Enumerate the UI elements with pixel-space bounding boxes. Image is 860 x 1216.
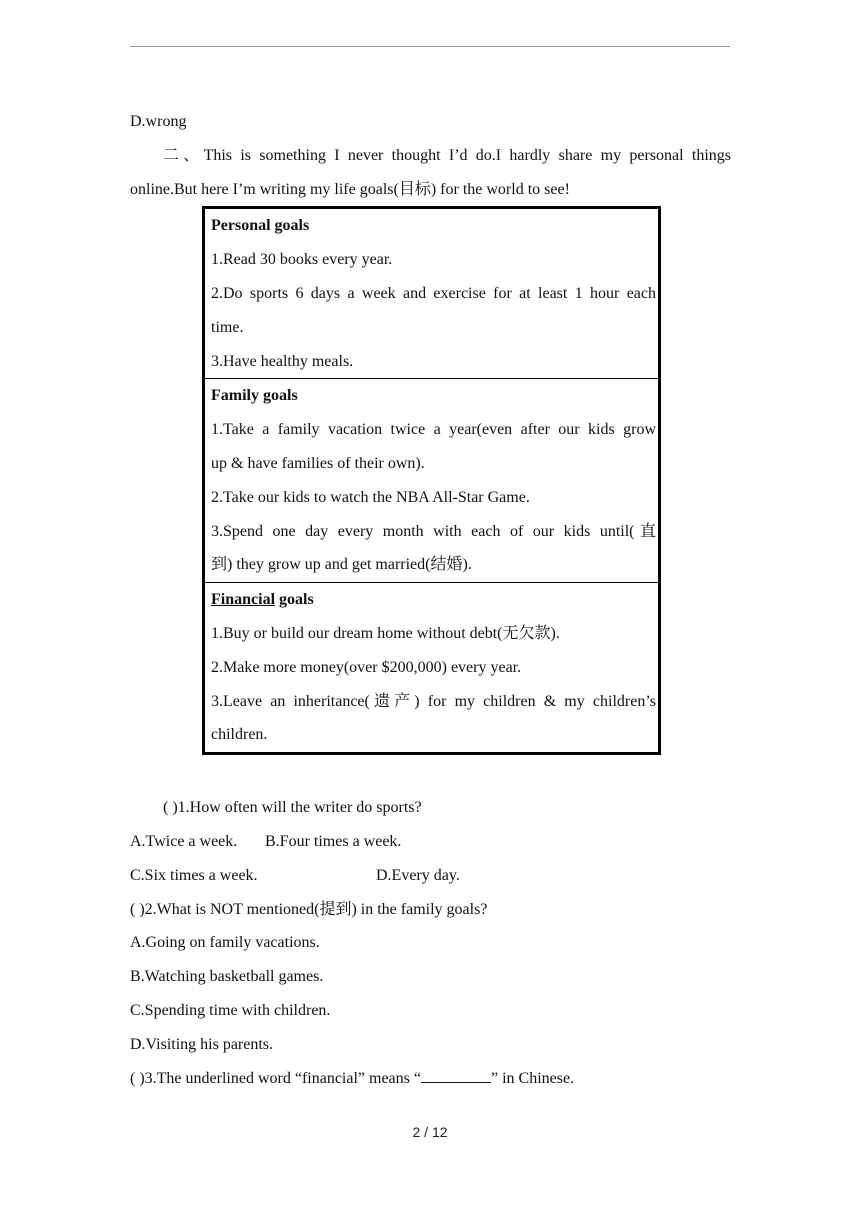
question-1-options-cd <box>130 859 731 893</box>
q1-option-a: A.Twice a week. <box>130 832 238 850</box>
q1-option-c: C.Six times a week. <box>130 866 258 884</box>
q3-answer-blank <box>421 1068 491 1083</box>
family-goals-section <box>205 378 658 582</box>
personal-goals-section <box>205 209 658 378</box>
question-3-stem <box>130 1062 731 1096</box>
financial-goals-title <box>211 583 656 617</box>
family-goal-1: 1.Take a family vacation twice a year(even after our kids grow <box>211 421 656 439</box>
family-goal-1-cont: up & have families of their own). <box>211 454 425 472</box>
spacer <box>130 755 731 791</box>
previous-option-d: D.wrong <box>130 113 187 130</box>
personal-goal-2-cont: time. <box>211 318 244 336</box>
document-body <box>130 105 731 1095</box>
financial-goal-2: 2.Make more money(over $200,000) every year. <box>211 658 522 676</box>
question-1-options-ab <box>130 825 731 859</box>
passage-line-2: online.But here I’m writing my life goals(目标) for the world to see! <box>130 180 570 198</box>
family-goal-3-cont: 到) they grow up and get married(结婚). <box>211 556 472 574</box>
personal-goals-title: Personal goals <box>211 217 310 235</box>
header-rule <box>130 46 730 47</box>
financial-title-rest: goals <box>275 591 314 609</box>
q1-option-d: D.Every day. <box>376 866 460 884</box>
financial-goal-3-cont: children. <box>211 726 268 744</box>
goals-table <box>202 206 661 755</box>
personal-goal-2: 2.Do sports 6 days a week and exercise for at least 1 hour each <box>211 284 656 302</box>
passage-line-1: 二、This is something I never thought I’d do.I hardly share my personal things <box>163 146 731 164</box>
q2-option-b: B.Watching basketball games. <box>130 968 324 986</box>
family-goals-title: Family goals <box>211 387 298 405</box>
q1-option-b: B.Four times a week. <box>265 832 402 850</box>
family-goal-2: 2.Take our kids to watch the NBA All-Star Game. <box>211 488 530 506</box>
financial-goals-section <box>205 582 658 752</box>
q2-option-d: D.Visiting his parents. <box>130 1035 274 1053</box>
family-goal-3: 3.Spend one day every month with each of our kids until(直 <box>211 522 656 540</box>
financial-underlined-word: Financial <box>211 591 276 609</box>
question-1-stem: ( )1.How often will the writer do sports? <box>163 799 422 817</box>
q2-option-a: A.Going on family vacations. <box>130 934 320 952</box>
financial-goal-1: 1.Buy or build our dream home without debt(无欠款). <box>211 624 560 642</box>
personal-goal-1: 1.Read 30 books every year. <box>211 251 393 269</box>
personal-goal-3: 3.Have healthy meals. <box>211 352 354 370</box>
page-number: 2 / 12 <box>412 1124 448 1140</box>
q3-stem-after: ” in Chinese. <box>490 1069 575 1087</box>
q3-stem-before: ( )3.The underlined word “financial” means “ <box>130 1069 421 1087</box>
financial-goal-3: 3.Leave an inheritance(遗产) for my children & my children’s <box>211 692 656 710</box>
question-2-stem: ( )2.What is NOT mentioned(提到) in the family goals? <box>130 900 488 918</box>
q2-option-c: C.Spending time with children. <box>130 1001 331 1019</box>
